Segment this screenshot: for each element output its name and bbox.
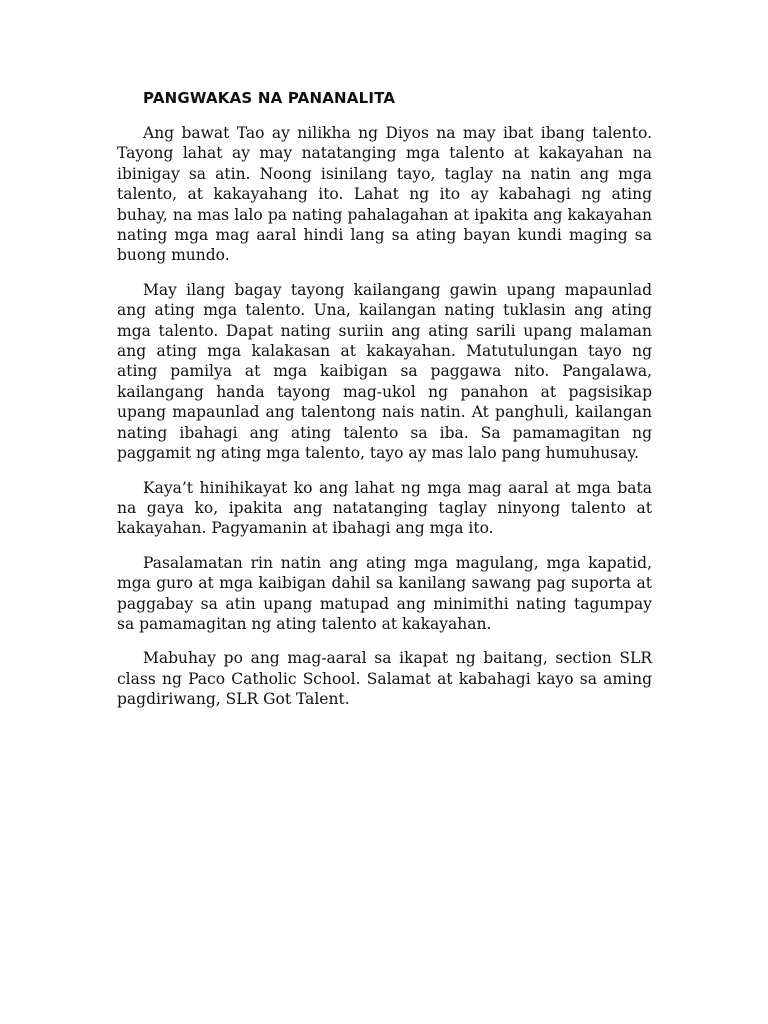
paragraph-2: May ilang bagay tayong kailangang gawin upang mapaunlad ang ating mga talento. Una, kailangan nating tuklasin ang ating mga talento. Dapat nating suriin ang ating sarili upang malaman ang ating mga kalakasan at kakayahan. Matutulungan tayo ng ating pamilya at mga kaibigan sa paggawa nito. Pangalawa, kailangang handa tayong mag-ukol ng panahon at pagsisikap upang mapaunlad ang talentong nais natin. At panghuli, kailangan nating ibahagi ang ating talento sa iba. Sa pamamagitan ng paggamit ng ating mga talento, tayo ay mas lalo pang humuhusay. (117, 280, 652, 463)
paragraph-5: Mabuhay po ang mag-aaral sa ikapat ng baitang, section SLR class ng Paco Catholic School. Salamat at kabahagi kayo sa aming pagdiriwang, SLR Got Talent. (117, 649, 652, 709)
paragraph-3: Kaya’t hinihikayat ko ang lahat ng mga mag aaral at mga bata na gaya ko, ipakita ang natatanging taglay ninyong talento at kakayahan. Pagyamanin at ibahagi ang mga ito. (117, 478, 652, 538)
document-page (117, 88, 652, 724)
document-title: PANGWAKAS NA PANANALITA (143, 89, 396, 107)
paragraph-4: Pasalamatan rin natin ang ating mga magulang, mga kapatid, mga guro at mga kaibigan dahil sa kanilang sawang pag suporta at paggabay sa atin upang matupad ang minimithi nating tagumpay sa pamamagitan ng ating talento at kakayahan. (117, 553, 652, 633)
paragraph-1: Ang bawat Tao ay nilikha ng Diyos na may ibat ibang talento. Tayong lahat ay may natatanging mga talento at kakayahan na ibinigay sa atin. Noong isinilang tayo, taglay na natin ang mga talento, at kakayahang ito. Lahat ng ito ay kabahagi ng ating buhay, na mas lalo pa nating pahalagahan at ipakita ang kakayahan nating mga mag aaral hindi lang sa ating bayan kundi maging sa buong mundo. (117, 124, 652, 265)
